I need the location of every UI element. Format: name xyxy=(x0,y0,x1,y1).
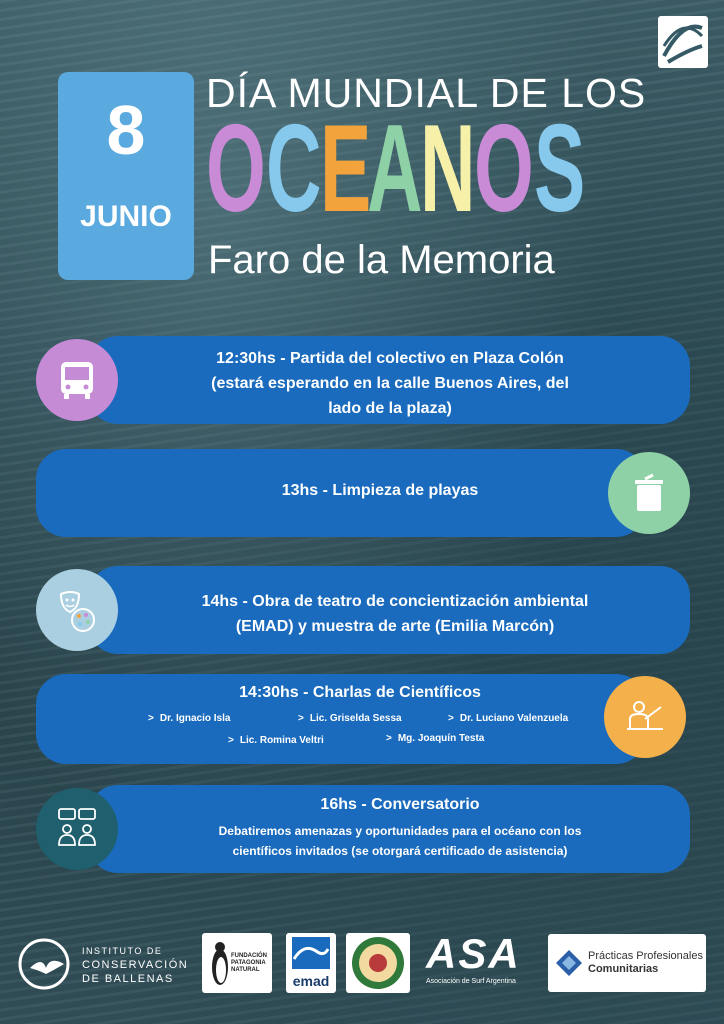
ppc-line2: Comunitarias xyxy=(588,963,659,975)
asa-logo xyxy=(422,930,540,992)
event-3-text xyxy=(140,589,650,639)
icb-line2: CONSERVACIÓN xyxy=(82,959,189,971)
asa-logo-mark: ASA xyxy=(426,930,521,977)
emad-logo xyxy=(286,933,336,993)
seal-logo xyxy=(346,933,410,993)
ppc-line1: Prácticas Profesionales xyxy=(588,950,703,962)
emad-text: emad xyxy=(292,973,330,989)
icb-logo xyxy=(16,934,76,992)
speaker-2: > Lic. Griselda Sessa xyxy=(298,713,402,724)
ppc-logo xyxy=(548,934,706,992)
wave-icon xyxy=(286,933,336,973)
title-letter: E xyxy=(320,100,370,238)
title-letter: S xyxy=(534,100,584,238)
diamond-icon xyxy=(554,948,584,978)
whale-tail-icon xyxy=(16,934,76,992)
chat-people-icon xyxy=(53,805,101,853)
bus-icon xyxy=(53,356,101,404)
title-letter: O xyxy=(473,100,532,238)
theater-icon-circle xyxy=(36,569,118,651)
date-day: 8 xyxy=(106,91,146,169)
speaker-3: > Dr. Luciano Valenzuela xyxy=(448,713,569,724)
event-1-line3: lado de la plaza) xyxy=(328,400,452,417)
title-letter: N xyxy=(420,100,474,238)
fpn-line3: NATURAL xyxy=(231,967,260,973)
fpn-line1: FUNDACIÓN xyxy=(231,953,267,959)
event-3-line1: 14hs - Obra de teatro de concientización ambiental xyxy=(201,593,589,610)
trash-bin-icon xyxy=(625,469,673,517)
speaker-1: > Dr. Ignacio Isla xyxy=(148,713,231,724)
date-badge xyxy=(58,72,194,280)
event-2-text: 13hs - Limpieza de playas xyxy=(281,482,479,499)
event-5-line3: científicos invitados (se otorgará certificado de asistencia) xyxy=(232,844,568,858)
title-letter: A xyxy=(366,100,421,238)
title-oceanos xyxy=(206,100,584,238)
event-5-desc xyxy=(140,821,660,861)
fpn-logo xyxy=(202,933,272,993)
trash-icon-circle xyxy=(608,452,690,534)
subtitle: Faro de la Memoria xyxy=(208,238,555,282)
asa-text: Asociación de Surf Argentina xyxy=(426,978,516,985)
title-letter: O xyxy=(206,100,264,238)
bus-icon-circle xyxy=(36,339,118,421)
event-5-title: 16hs - Conversatorio xyxy=(320,796,480,813)
event-4-title: 14:30hs - Charlas de Científicos xyxy=(239,684,481,701)
event-5-line2: Debatiremos amenazas y oportunidades para el océano con los xyxy=(218,824,582,838)
speaker-5: > Mg. Joaquín Testa xyxy=(386,733,485,744)
fpn-line2: PATAGONIA xyxy=(231,960,266,966)
seal-icon xyxy=(346,933,410,993)
title-top: DÍA MUNDIAL DE LOS xyxy=(206,70,647,116)
event-3-line2: (EMAD) y muestra de arte (Emilia Marcón) xyxy=(235,618,555,635)
icb-line1: INSTITUTO DE xyxy=(82,946,163,956)
teacher-icon xyxy=(621,693,669,741)
date-month: JUNIO xyxy=(80,200,172,233)
event-1-line1: 12:30hs - Partida del colectivo en Plaza Colón xyxy=(216,350,564,367)
event-1-text xyxy=(140,346,640,421)
icb-line3: DE BALLENAS xyxy=(82,973,174,985)
theater-masks-icon xyxy=(53,586,101,634)
title-letter: C xyxy=(266,100,321,238)
event-1-line2: (estará esperando en la calle Buenos Aires, del xyxy=(211,375,569,392)
speaker-4: > Lic. Romina Veltri xyxy=(228,735,324,746)
chat-icon-circle xyxy=(36,788,118,870)
swirl-logo-icon xyxy=(658,16,708,68)
icb-text xyxy=(82,944,188,986)
corner-logo xyxy=(658,16,708,68)
